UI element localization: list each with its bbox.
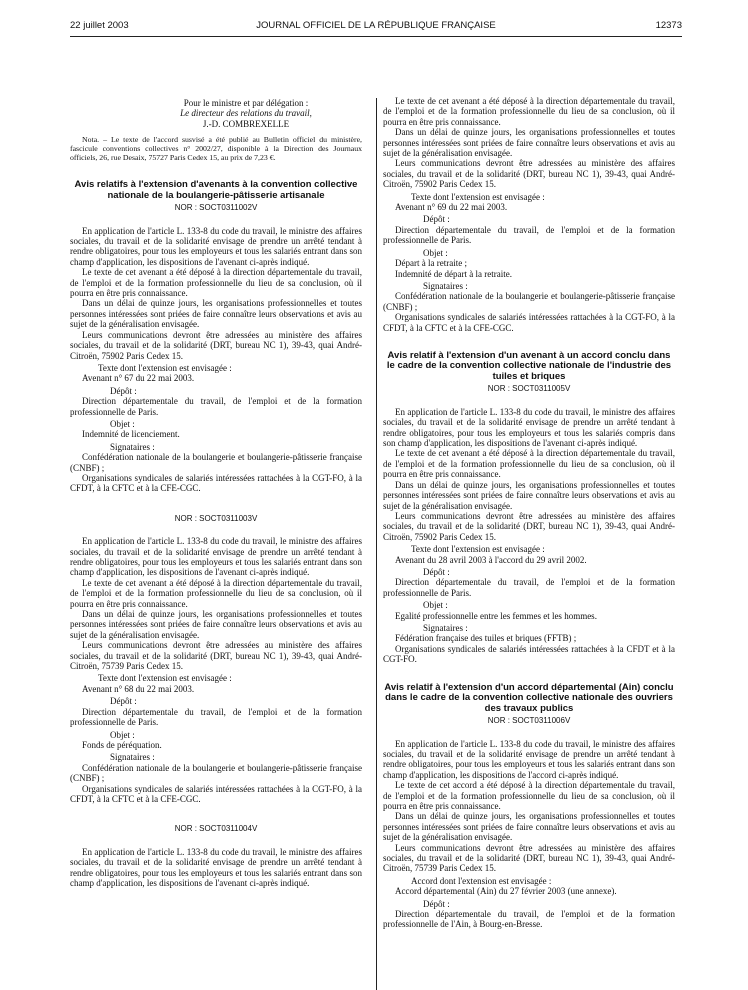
section-value: Direction départementale du travail, de l'emploi et de la formation professionnelle de Paris. [70, 396, 362, 417]
section-label: Dépôt : [110, 385, 137, 396]
paragraph: Le texte de cet avenant a été déposé à la direction départementale du travail, de l'emploi et de la formation professionnelle du lieu de sa conclusion, où il pourra en être pris connaissance. [70, 267, 362, 299]
section-value: Avenant n° 67 du 22 mai 2003. [82, 373, 195, 384]
section-value: Confédération nationale de la boulangerie et boulangerie-pâtisserie française (CNBF) ; [70, 452, 362, 473]
section-label: Dépôt : [110, 696, 137, 707]
paragraph: Le texte de cet accord a été déposé à la direction départementale du travail, de l'emploi et de la formation professionnelle du lieu de sa conclusion, où il pourra en être pris connaissance. [383, 780, 675, 811]
paragraph: Dans un délai de quinze jours, les organisations professionnelles et toutes personnes intéressées sont priées de faire connaître leurs observations et avis au sujet de la généralisation envisagée. [70, 609, 362, 640]
section-label: Texte dont l'extension est envisagée : [411, 191, 545, 202]
section-value: Confédération nationale de la boulangerie et boulangerie-pâtisserie française (CNBF) ; [383, 291, 675, 312]
section-label: Texte dont l'extension est envisagée : [411, 544, 545, 555]
header-page-number: 12373 [655, 20, 682, 31]
section-label: Signataires : [110, 441, 155, 452]
section-label: Signataires : [423, 622, 468, 633]
section-value: Fédération française des tuiles et briques (FFTB) ; [395, 633, 577, 644]
section-value: Direction départementale du travail, de l'emploi et de la formation professionnelle de Paris. [383, 577, 675, 598]
section-value: Organisations syndicales de salariés intéressées rattachées à la CFDT et à la CGT-FO. [383, 643, 675, 665]
header-rule [70, 36, 682, 37]
paragraph: Leurs communications devront être adressées au ministère des affaires sociales, du travail et de la solidarité (DRT, bureau NC 1), 39-43, quai André-Citroën, 75902 Paris Cedex 15. [383, 510, 675, 542]
nor-reference: NOR : SOCT0311006V [487, 716, 571, 726]
header-date: 22 juillet 2003 [70, 20, 129, 31]
nor-reference: NOR : SOCT0311002V [174, 203, 258, 213]
section-label: Objet : [110, 729, 135, 740]
page-header [70, 20, 682, 34]
paragraph: En application de l'article L. 133-8 du code du travail, le ministre des affaires sociales, du travail et de la solidarité envisage de prendre un arrêté tendant à rendre obligatoires, pour tous les employeurs et tous les salariés entrant dans son champ d'application, les dispositions de l'avenant ci-après indiqué. [70, 225, 362, 267]
section-value: Egalité professionnelle entre les femmes et les hommes. [395, 610, 597, 621]
column-divider [376, 98, 377, 990]
paragraph: Leurs communications devront être adressées au ministère des affaires sociales, du travail et de la solidarité (DRT, bureau NC 1), 39-43, quai André-Citroën, 75739 Paris Cedex 15. [70, 640, 362, 672]
paragraph: Leurs communications devront être adressées au ministère des affaires sociales, du travail et de la solidarité (DRT, bureau NC 1), 39-43, quai André-Citroën, 75902 Paris Cedex 15. [70, 329, 362, 361]
notice-title: Avis relatifs à l'extension d'avenants à la convention collective nationale de la boulangerie-pâtisserie artisanale [74, 179, 358, 201]
section-value: Direction départementale du travail, de l'emploi et de la formation professionnelle de l'Ain, à Bourg-en-Bresse. [383, 909, 675, 930]
section-value: Organisations syndicales de salariés intéressées rattachées à la CGT-FO, à la CFDT, à la CFTC et à la CFE-CGC. [70, 783, 362, 804]
section-value: Avenant n° 69 du 22 mai 2003. [395, 202, 508, 213]
section-value: Indemnité de départ à la retraite. [395, 268, 512, 279]
paragraph: Le texte de cet avenant a été déposé à la direction départementale du travail, de l'emploi et de la formation professionnelle du lieu de sa conclusion, où il pourra en être pris connaissance. [383, 96, 675, 127]
header-title: JOURNAL OFFICIEL DE LA RÉPUBLIQUE FRANÇAISE [256, 20, 496, 31]
section-label: Objet : [423, 600, 448, 611]
paragraph: En application de l'article L. 133-8 du code du travail, le ministre des affaires sociales, du travail et de la solidarité envisage de prendre un arrêté tendant à rendre obligatoires, pour tous les employeurs et tous les salariés entrant dans son champ d'application, les dispositions de l'avenant ci-après indiqué. [70, 846, 362, 888]
paragraph: Dans un délai de quinze jours, les organisations professionnelles et toutes personnes intéressées sont priées de faire connaître leurs observations et avis au sujet de la généralisation envisagée. [383, 811, 675, 843]
signature-line: Pour le ministre et par délégation : [183, 98, 309, 108]
section-label: Dépôt : [423, 898, 450, 909]
section-value: Accord départemental (Ain) du 27 février 2003 (une annexe). [395, 886, 617, 897]
paragraph: En application de l'article L. 133-8 du code du travail, le ministre des affaires sociales, du travail et de la solidarité envisage de prendre un arrêté tendant à rendre obligatoires, pour tous les employeurs et tous les salariés entrant dans son champ d'application, les dispositions de l'accord ci-après indiqué. [383, 738, 675, 780]
section-label: Signataires : [423, 280, 468, 291]
notice-title: Avis relatif à l'extension d'un accord départemental (Ain) conclu dans le cadre de la convention collective nationale des ouvriers des travaux publics [384, 681, 674, 714]
section-label: Texte dont l'extension est envisagée : [98, 673, 232, 684]
paragraph: En application de l'article L. 133-8 du code du travail, le ministre des affaires sociales, du travail et de la solidarité envisage de prendre un arrêté tendant à rendre obligatoires, pour tous les employeurs et tous les salariés compris dans son champ d'application, les dispositions de l'avenant ci-après indiqué. [383, 406, 675, 449]
nor-reference: NOR : SOCT0311005V [487, 384, 571, 394]
section-value: Direction départementale du travail, de l'emploi et de la formation professionnelle de Paris. [70, 706, 362, 728]
section-label: Accord dont l'extension est envisagée : [411, 875, 552, 886]
section-value: Avenant du 28 avril 2003 à l'accord du 29 avril 2002. [395, 554, 587, 565]
paragraph: Dans un délai de quinze jours, les organisations professionnelles et toutes personnes intéressées sont priées de faire connaître leurs observations et avis au sujet de la généralisation envisagée. [383, 127, 675, 159]
section-value: Indemnité de licenciement. [82, 429, 180, 440]
paragraph: Le texte de cet avenant a été déposé à la direction départementale du travail, de l'emploi et de la formation professionnelle du lieu de sa conclusion, où il pourra en être pris connaissance. [70, 577, 362, 609]
signature-name: J.-D. COMBREXELLE [202, 118, 290, 129]
section-value: Fonds de péréquation. [82, 739, 162, 750]
notice-title: Avis relatif à l'extension d'un avenant à un accord conclu dans le cadre de la convention collective nationale de l'industrie des tuiles et briques [386, 349, 672, 382]
signature-role: Le directeur des relations du travail, [180, 108, 312, 119]
section-label: Texte dont l'extension est envisagée : [98, 362, 232, 373]
section-value: Organisations syndicales de salariés intéressées rattachées à la CGT-FO, à la CFDT, à la CFTC et à la CFE-CGC. [70, 472, 362, 494]
section-value: Organisations syndicales de salariés intéressées rattachées à la CGT-FO, à la CFDT, à la CFTC et à la CFE-CGC. [383, 312, 675, 333]
section-value: Confédération nationale de la boulangerie et boulangerie-pâtisserie française (CNBF) ; [70, 762, 362, 784]
paragraph: Leurs communications devront être adressées au ministère des affaires sociales, du travail et de la solidarité (DRT, bureau NC 1), 39-43, quai André-Citroën, 75739 Paris Cedex 15. [383, 842, 675, 874]
section-label: Objet : [110, 418, 135, 429]
nota-text: Nota. – Le texte de l'accord susvisé a été publié au Bulletin officiel du ministère, fascicule conventions collectives n° 2002/27, disponible à la Direction des Journaux officiels, 26, rue Desaix, 75727 Paris Cedex 15, au prix de 7,23 €. [70, 135, 362, 163]
section-label: Signataires : [110, 752, 155, 763]
paragraph: En application de l'article L. 133-8 du code du travail, le ministre des affaires sociales, du travail et de la solidarité envisage de prendre un arrêté tendant à rendre obligatoires, pour tous les employeurs et tous les salariés entrant dans son champ d'application, les dispositions de l'avenant ci-après indiqué. [70, 536, 362, 578]
paragraph: Leurs communications devront être adressées au ministère des affaires sociales, du travail et de la solidarité (DRT, bureau NC 1), 39-43, quai André-Citroën, 75902 Paris Cedex 15. [383, 158, 675, 190]
section-value: Direction départementale du travail, de l'emploi et de la formation professionnelle de Paris. [383, 224, 675, 246]
paragraph: Dans un délai de quinze jours, les organisations professionnelles et toutes personnes intéressées sont priées de faire connaître leurs observations et avis au sujet de la généralisation envisagée. [383, 479, 675, 511]
left-column [70, 98, 362, 888]
section-value: Départ à la retraite ; [395, 258, 467, 269]
right-column [383, 96, 675, 930]
section-label: Objet : [423, 247, 448, 258]
paragraph: Le texte de cet avenant a été déposé à la direction départementale du travail, de l'emploi et de la formation professionnelle du lieu de sa conclusion, où il pourra en être pris connaissance. [383, 448, 675, 480]
paragraph: Dans un délai de quinze jours, les organisations professionnelles et toutes personnes intéressées sont priées de faire connaître leurs observations et avis au sujet de la généralisation envisagée. [70, 298, 362, 330]
section-label: Dépôt : [423, 214, 450, 225]
nor-reference: NOR : SOCT0311004V [174, 824, 258, 834]
section-label: Dépôt : [423, 566, 450, 577]
nor-reference: NOR : SOCT0311003V [174, 513, 258, 523]
section-value: Avenant n° 68 du 22 mai 2003. [82, 683, 195, 694]
